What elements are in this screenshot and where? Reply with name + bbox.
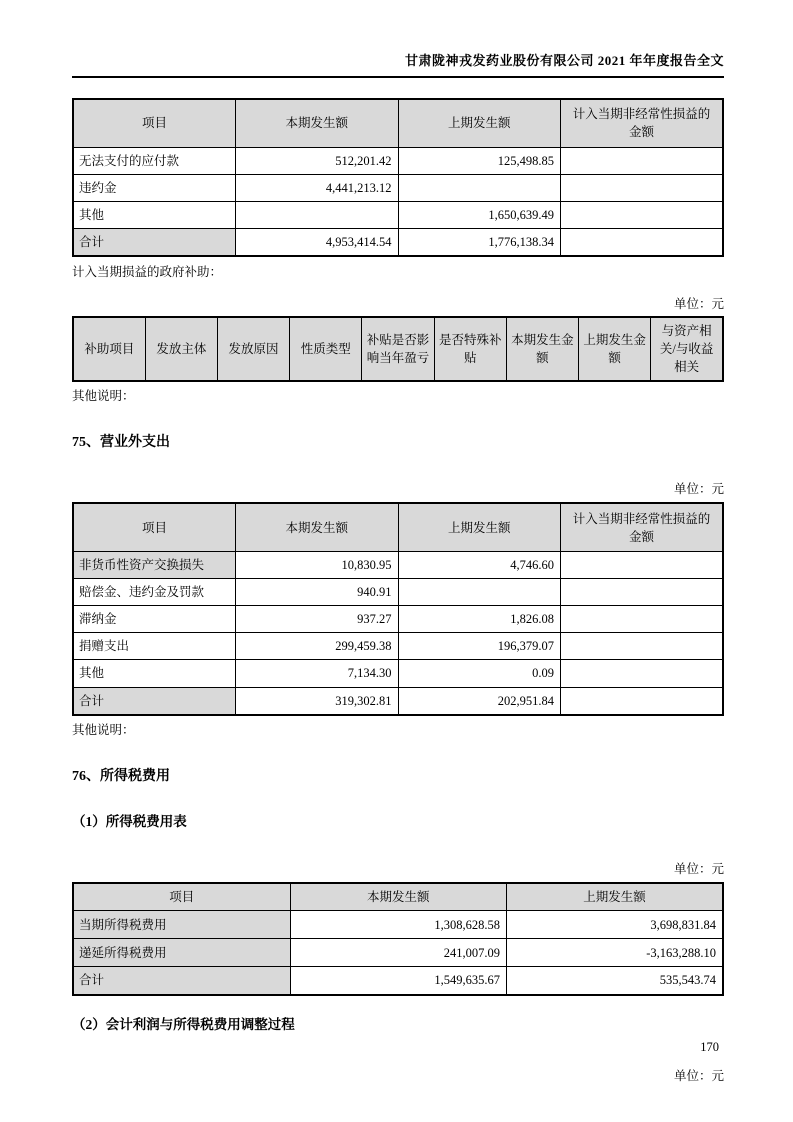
column-header-prior-period: 上期发生额 bbox=[398, 99, 561, 147]
column-header-grant-item: 补助项目 bbox=[73, 317, 145, 381]
cell-nonrecurring-amount bbox=[561, 201, 724, 228]
cell-current-amount: 241,007.09 bbox=[290, 939, 506, 967]
section-76-2-heading: （2）会计利润与所得税费用调整过程 bbox=[72, 1016, 295, 1032]
cell-item-label: 捐赠支出 bbox=[73, 633, 236, 660]
cell-item-label: 合计 bbox=[73, 967, 290, 995]
column-header-grant-reason: 发放原因 bbox=[217, 317, 289, 381]
section-75-heading: 75、营业外支出 bbox=[72, 435, 170, 451]
cell-item-label: 合计 bbox=[73, 687, 236, 715]
cell-current-amount: 10,830.95 bbox=[236, 551, 399, 578]
cell-current-amount: 937.27 bbox=[236, 606, 399, 633]
cell-prior-amount: 1,826.08 bbox=[398, 606, 561, 633]
cell-current-amount: 512,201.42 bbox=[236, 147, 399, 174]
cell-current-amount: 299,459.38 bbox=[236, 633, 399, 660]
column-header-nonrecurring: 计入当期非经常性损益的金额 bbox=[561, 503, 724, 551]
unit-label: 单位：元 bbox=[673, 862, 724, 877]
table-header-row bbox=[73, 317, 723, 381]
table-row bbox=[73, 201, 723, 228]
cell-nonrecurring-amount bbox=[561, 174, 724, 201]
document-header-title: 甘肃陇神戎发药业股份有限公司 2021 年年度报告全文 bbox=[72, 0, 724, 78]
column-header-item: 项目 bbox=[73, 99, 236, 147]
table-nonoperating-expenses bbox=[72, 502, 724, 715]
table-row bbox=[73, 551, 723, 578]
cell-item-label: 递延所得税费用 bbox=[73, 939, 290, 967]
cell-item-label: 其他 bbox=[73, 660, 236, 687]
table-row bbox=[73, 579, 723, 606]
cell-item-label: 其他 bbox=[73, 201, 236, 228]
column-header-prior-period: 上期发生额 bbox=[398, 503, 561, 551]
column-header-item: 项目 bbox=[73, 503, 236, 551]
column-header-current-period: 本期发生额 bbox=[290, 883, 506, 911]
column-header-current-amount: 本期发生金额 bbox=[506, 317, 578, 381]
unit-label: 单位：元 bbox=[673, 1068, 724, 1083]
cell-nonrecurring-amount bbox=[561, 579, 724, 606]
cell-current-amount: 1,549,635.67 bbox=[290, 967, 506, 995]
cell-current-amount: 1,308,628.58 bbox=[290, 911, 506, 939]
cell-prior-amount: 3,698,831.84 bbox=[507, 911, 723, 939]
column-header-current-period: 本期发生额 bbox=[236, 99, 399, 147]
table-nonoperating-income bbox=[72, 98, 724, 257]
table-row bbox=[73, 660, 723, 687]
table-row bbox=[73, 147, 723, 174]
table-header-row bbox=[73, 503, 723, 551]
cell-item-label: 合计 bbox=[73, 228, 236, 256]
page-number: 170 bbox=[700, 1040, 719, 1054]
column-header-prior-amount: 上期发生金额 bbox=[579, 317, 651, 381]
table-row bbox=[73, 939, 723, 967]
table-row bbox=[73, 174, 723, 201]
cell-prior-amount bbox=[398, 174, 561, 201]
cell-prior-amount: 125,498.85 bbox=[398, 147, 561, 174]
other-notes-label: 其他说明： bbox=[72, 388, 135, 403]
column-header-affects-profit: 补贴是否影响当年盈亏 bbox=[362, 317, 434, 381]
cell-nonrecurring-amount bbox=[561, 147, 724, 174]
cell-current-amount bbox=[236, 201, 399, 228]
gov-grant-intro-text: 计入当期损益的政府补助： bbox=[72, 265, 223, 279]
cell-current-amount: 940.91 bbox=[236, 579, 399, 606]
column-header-item: 项目 bbox=[73, 883, 290, 911]
cell-nonrecurring-amount bbox=[561, 660, 724, 687]
cell-item-label: 滞纳金 bbox=[73, 606, 236, 633]
cell-current-amount: 7,134.30 bbox=[236, 660, 399, 687]
table-row bbox=[73, 606, 723, 633]
cell-prior-amount: 1,650,639.49 bbox=[398, 201, 561, 228]
cell-prior-amount: 535,543.74 bbox=[507, 967, 723, 995]
table-header-row bbox=[73, 883, 723, 911]
cell-prior-amount: 0.09 bbox=[398, 660, 561, 687]
cell-item-label: 非货币性资产交换损失 bbox=[73, 551, 236, 578]
table-income-tax bbox=[72, 882, 724, 996]
cell-current-amount: 4,441,213.12 bbox=[236, 174, 399, 201]
cell-item-label: 赔偿金、违约金及罚款 bbox=[73, 579, 236, 606]
other-notes-label: 其他说明： bbox=[72, 722, 135, 737]
cell-nonrecurring-amount bbox=[561, 687, 724, 715]
cell-prior-amount: 1,776,138.34 bbox=[398, 228, 561, 256]
section-76-1-heading: （1）所得税费用表 bbox=[72, 814, 187, 830]
cell-nonrecurring-amount bbox=[561, 551, 724, 578]
cell-prior-amount: 202,951.84 bbox=[398, 687, 561, 715]
table-gov-grants bbox=[72, 316, 724, 382]
table-row bbox=[73, 911, 723, 939]
section-76-heading: 76、所得税费用 bbox=[72, 769, 170, 785]
table-total-row bbox=[73, 228, 723, 256]
cell-current-amount: 319,302.81 bbox=[236, 687, 399, 715]
cell-prior-amount: -3,163,288.10 bbox=[507, 939, 723, 967]
cell-item-label: 无法支付的应付款 bbox=[73, 147, 236, 174]
cell-current-amount: 4,953,414.54 bbox=[236, 228, 399, 256]
unit-label: 单位：元 bbox=[673, 482, 724, 497]
column-header-current-period: 本期发生额 bbox=[236, 503, 399, 551]
column-header-special-subsidy: 是否特殊补贴 bbox=[434, 317, 506, 381]
column-header-nonrecurring: 计入当期非经常性损益的金额 bbox=[561, 99, 724, 147]
table-header-row bbox=[73, 99, 723, 147]
cell-prior-amount: 196,379.07 bbox=[398, 633, 561, 660]
table-total-row bbox=[73, 967, 723, 995]
column-header-nature-type: 性质类型 bbox=[290, 317, 362, 381]
cell-prior-amount bbox=[398, 579, 561, 606]
unit-label: 单位：元 bbox=[673, 296, 724, 311]
cell-nonrecurring-amount bbox=[561, 633, 724, 660]
cell-prior-amount: 4,746.60 bbox=[398, 551, 561, 578]
table-total-row bbox=[73, 687, 723, 715]
column-header-asset-income-related: 与资产相关/与收益相关 bbox=[651, 317, 723, 381]
cell-item-label: 违约金 bbox=[73, 174, 236, 201]
column-header-prior-period: 上期发生额 bbox=[507, 883, 723, 911]
table-row bbox=[73, 633, 723, 660]
cell-nonrecurring-amount bbox=[561, 228, 724, 256]
cell-item-label: 当期所得税费用 bbox=[73, 911, 290, 939]
column-header-grantor: 发放主体 bbox=[145, 317, 217, 381]
cell-nonrecurring-amount bbox=[561, 606, 724, 633]
